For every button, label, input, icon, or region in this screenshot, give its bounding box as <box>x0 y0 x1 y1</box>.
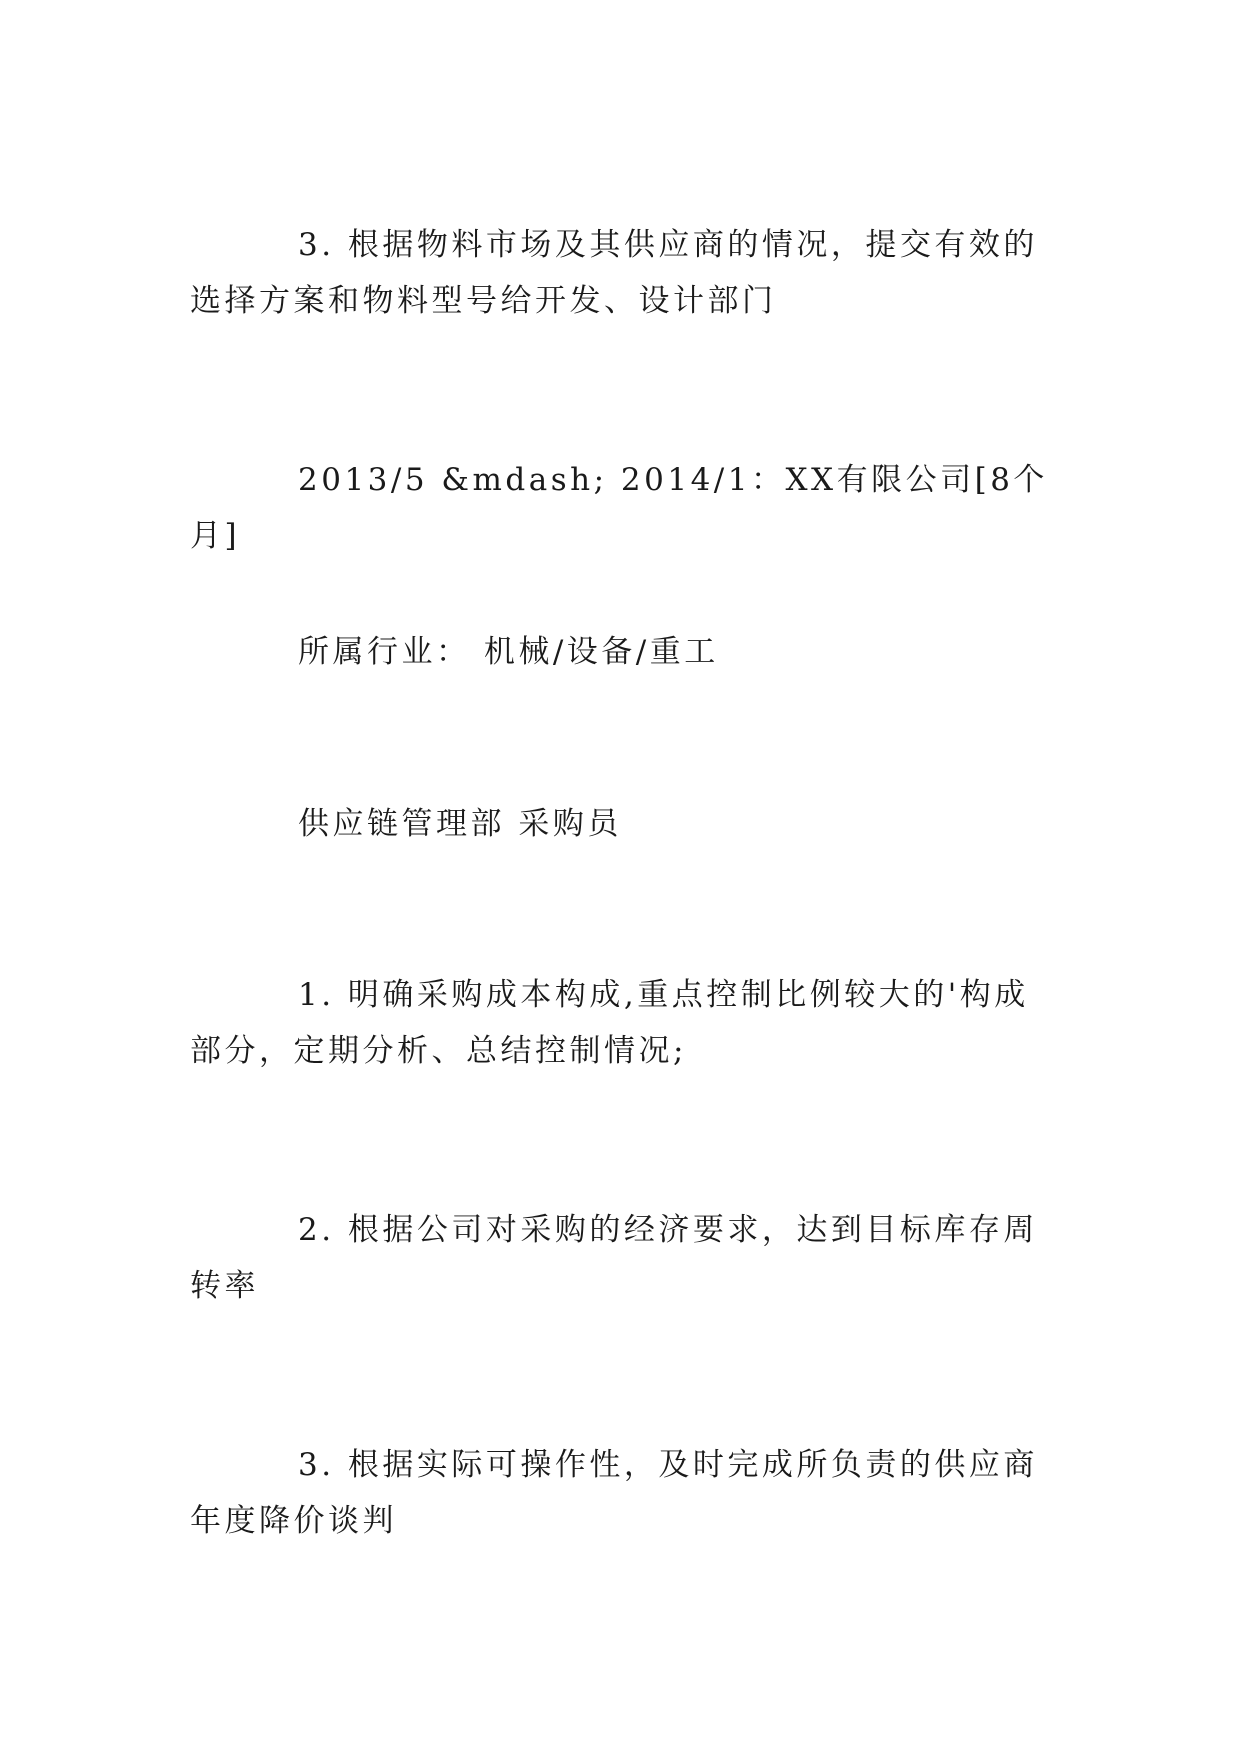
paragraph-department-position: 供应链管理部 采购员 <box>298 806 622 842</box>
paragraph-supplier-selection: 3. 根据物料市场及其供应商的情况，提交有效的选择方案和物料型号给开发、设计部门 <box>190 227 1038 319</box>
paragraph-inventory-turnover: 2. 根据公司对采购的经济要求，达到目标库存周转率 <box>190 1212 1038 1304</box>
paragraph-cost-control: 1. 明确采购成本构成,重点控制比例较大的'构成部分，定期分析、总结控制情况; <box>190 977 1029 1069</box>
paragraph-price-negotiation: 3. 根据实际可操作性，及时完成所负责的供应商年度降价谈判 <box>190 1447 1038 1539</box>
paragraph-industry: 所属行业： 机械/设备/重工 <box>298 634 719 670</box>
paragraph-employment-period: 2013/5 &mdash; 2014/1：XX有限公司[8个月] <box>190 462 1048 554</box>
